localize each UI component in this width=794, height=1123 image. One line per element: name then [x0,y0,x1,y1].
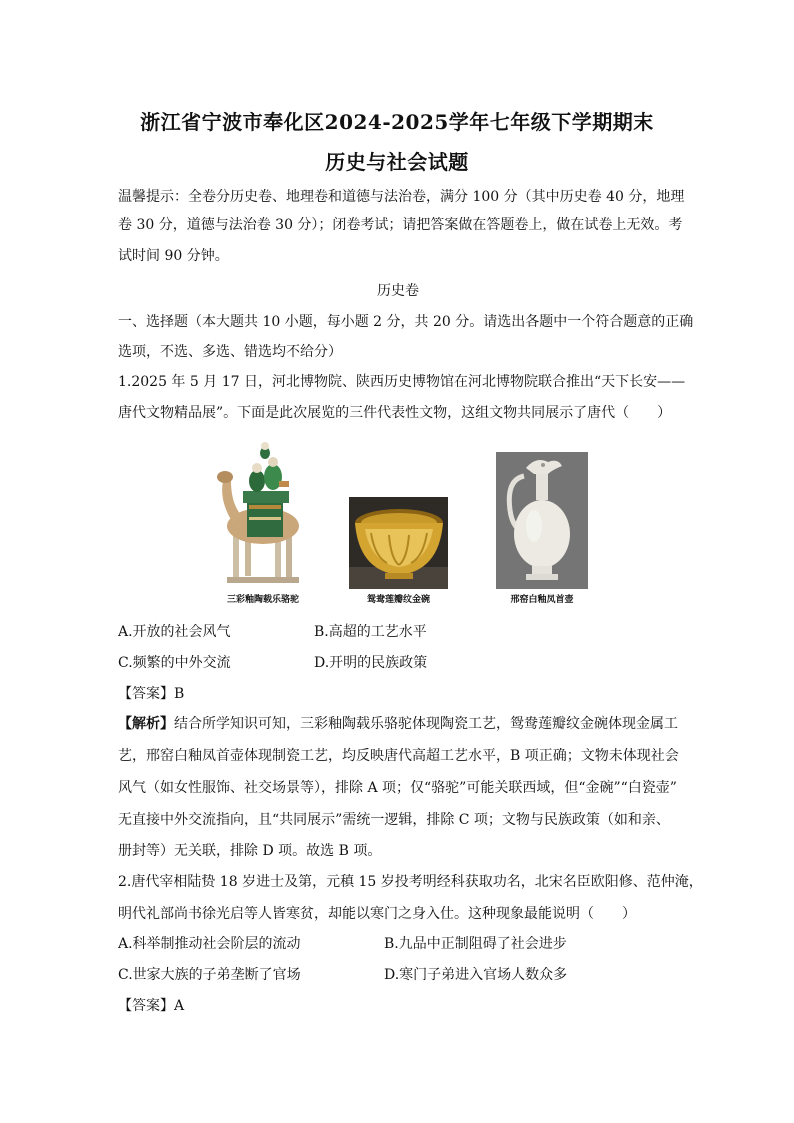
q2-option-b: B.九品中正制阻碍了社会进步 [384,936,567,952]
q1-option-d: D.开明的民族政策 [314,655,428,671]
gold-bowl-image [349,497,448,589]
q1-answer: 【答案】B [118,686,185,702]
q2-stem-line-2: 明代礼部尚书徐光启等人皆寒贫，却能以寒门之身入仕。这种现象最能说明（ ） [118,906,636,922]
notice-line-3: 试时间 90 分钟。 [118,248,229,264]
notice-line-1: 温馨提示：全卷分历史卷、地理卷和道德与法治卷，满分 100 分（其中历史卷 40 分，地理 [118,189,685,205]
q1-analysis-line-4: 无直接中外交流指向，且“共同展示”需统一逻辑，排除 C 项；文物与民族政策（如和亲、 [118,812,670,828]
analysis-label: 【解析】 [118,716,174,732]
exam-title-line1: 浙江省宁波市奉化区2024-2025学年七年级下学期期末 [140,110,654,134]
q1-analysis-line-2: 艺，邢窑白釉凤首壶体现制瓷工艺，均反映唐代高超工艺水平，B 项正确；文物未体现社会 [118,748,679,764]
q2-option-c: C.世家大族的子弟垄断了官场 [118,967,301,983]
q1-option-a: A.开放的社会风气 [118,624,231,640]
q1-stem-line-2: 唐代文物精品展”。下面是此次展览的三件代表性文物，这组文物共同展示了唐代（ ） [118,405,672,421]
white-ewer-image [496,452,588,589]
q1-analysis-line-5: 册封等）无关联，排除 D 项。故选 B 项。 [118,843,382,859]
q1-option-b: B.高超的工艺水平 [314,624,427,640]
section-heading: 历史卷 [377,283,419,299]
exam-title-line2: 历史与社会试题 [325,150,469,174]
q1-stem-line-1: 1.2025 年 5 月 17 日，河北博物院、陕西历史博物馆在河北博物院联合推出“天下长安—— [118,374,686,390]
q2-option-d: D.寒门子弟进入官场人数众多 [384,967,568,983]
section-instruction-1: 一、选择题（本大题共 10 小题，每小题 2 分，共 20 分。请选出各题中一个符合题意的正确 [118,314,694,330]
section-instruction-2: 选项，不选、多选、错选均不给分） [118,344,342,360]
notice-line-2: 卷 30 分，道德与法治卷 30 分）；闭卷考试；请把答案做在答题卷上，做在试卷上无效。考 [118,217,683,233]
q1-analysis-line-3: 风气（如女性服饰、社交场景等），排除 A 项；仅“骆驼”可能关联西域，但“金碗”“白瓷壶” [118,780,677,796]
q1-analysis-text-1: 结合所学知识可知，三彩釉陶载乐骆驼体现陶瓷工艺，鸳鸯莲瓣纹金碗体现金属工 [174,716,678,732]
q2-option-a: A.科举制推动社会阶层的流动 [118,936,301,952]
camel-artifact-image [213,441,313,589]
caption-gold-bowl: 鸳鸯莲瓣纹金碗 [366,595,430,605]
caption-white-ewer: 邢窑白釉凤首壶 [510,595,574,605]
q1-option-c: C.频繁的中外交流 [118,655,231,671]
q1-analysis-line-1 [118,716,678,732]
caption-camel: 三彩釉陶载乐骆驼 [226,595,299,605]
q2-answer: 【答案】A [118,998,185,1014]
q2-stem-line-1: 2.唐代宰相陆贽 18 岁进士及第，元稹 15 岁投考明经科获取功名，北宋名臣欧阳修、范仲淹， [118,874,703,890]
